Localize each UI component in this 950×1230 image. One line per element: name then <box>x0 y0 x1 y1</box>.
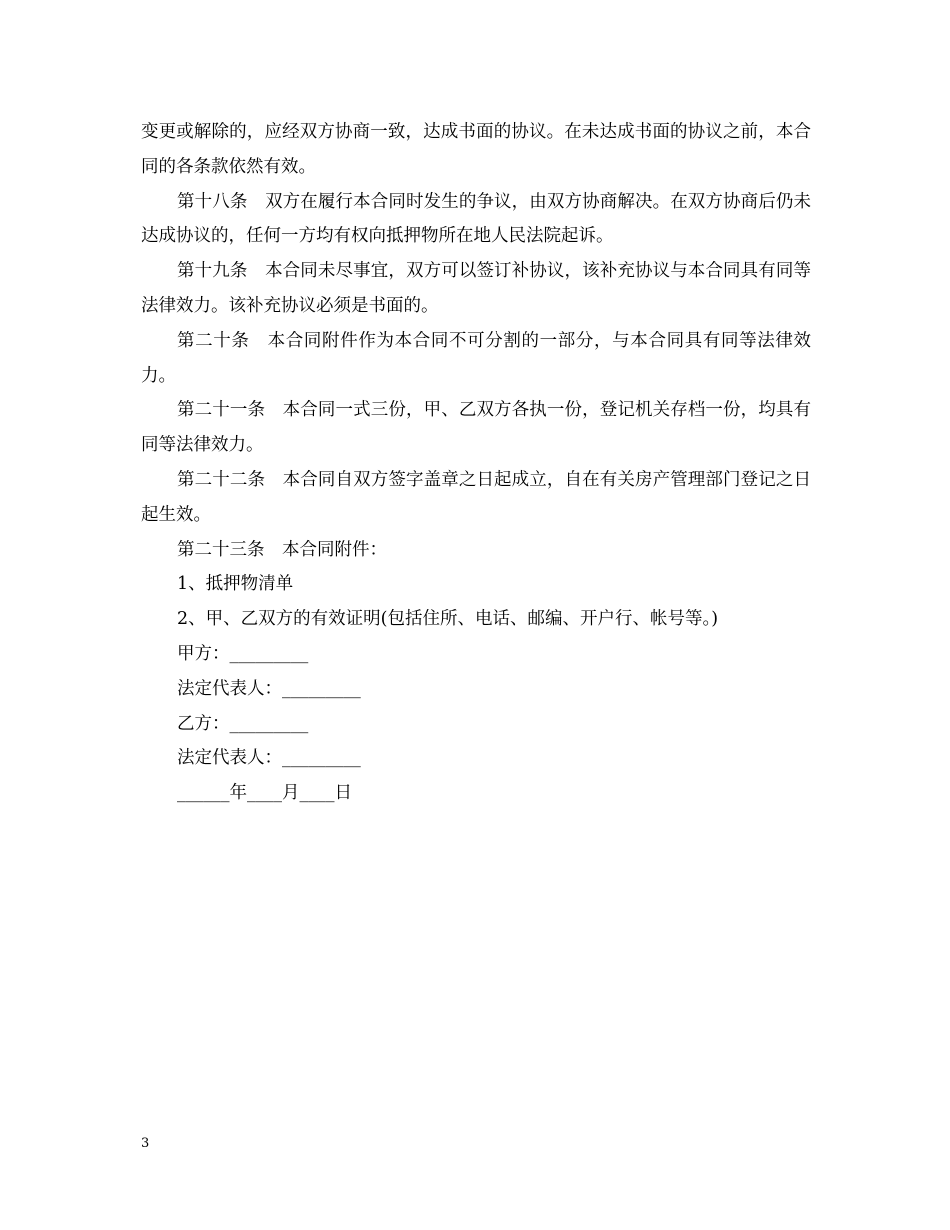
party-b-representative-line: 法定代表人：_________ <box>177 748 361 769</box>
party-b-line: 乙方：_________ <box>177 713 309 734</box>
page-number: 3 <box>141 1136 150 1151</box>
article-18: 第十八条 双方在履行本合同时发生的争议，由双方协商解决。在双方协商后仍未达成协议的，任何一方均有权向抵押物所在地人民法院起诉。 <box>141 191 811 247</box>
article-22: 第二十二条 本合同自双方签字盖章之日起成立，自在有关房产管理部门登记之日起生效。 <box>141 469 811 525</box>
party-a-line: 甲方：_________ <box>177 643 309 664</box>
signature-block <box>141 637 811 811</box>
document-body <box>141 115 811 811</box>
article-23: 第二十三条 本合同附件： <box>177 539 387 560</box>
article-21: 第二十一条 本合同一式三份，甲、乙双方各执一份，登记机关存档一份，均具有同等法律效力。 <box>141 400 811 456</box>
party-a-representative-line: 法定代表人：_________ <box>177 678 361 699</box>
article-20: 第二十条 本合同附件作为本合同不可分割的一部分，与本合同具有同等法律效力。 <box>141 330 811 386</box>
paragraph-continuation: 变更或解除的，应经双方协商一致，达成书面的协议。在未达成书面的协议之前，本合同的各条款依然有效。 <box>141 122 811 177</box>
date-line: ______年____月____日 <box>177 783 352 804</box>
attachment-item-2: 2、甲、乙双方的有效证明(包括住所、电话、邮编、开户行、帐号等。) <box>177 609 719 630</box>
attachment-item-1: 1、抵押物清单 <box>177 574 294 595</box>
article-19: 第十九条 本合同未尽事宜，双方可以签订补协议，该补充协议与本合同具有同等法律效力。该补充协议必须是书面的。 <box>141 261 811 316</box>
